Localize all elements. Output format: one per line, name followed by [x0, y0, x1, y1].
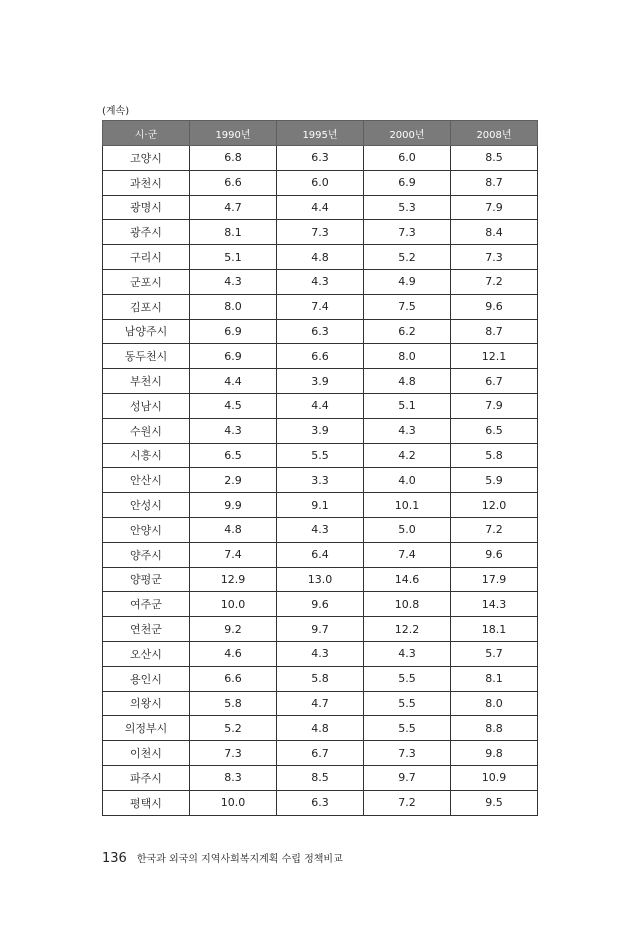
value-2008-cell: 18.1 — [451, 617, 538, 642]
table-row — [103, 592, 538, 617]
value-1995-cell: 3.3 — [277, 468, 364, 493]
value-1990-cell: 9.9 — [190, 493, 277, 518]
region-name-cell: 연천군 — [103, 617, 190, 642]
table-row — [103, 418, 538, 443]
value-1990-cell: 6.9 — [190, 344, 277, 369]
value-2008-cell: 8.1 — [451, 666, 538, 691]
region-name-cell: 광명시 — [103, 195, 190, 220]
value-2000-cell: 5.2 — [364, 245, 451, 270]
value-2008-cell: 8.7 — [451, 170, 538, 195]
value-1990-cell: 6.8 — [190, 146, 277, 171]
value-1995-cell: 5.8 — [277, 666, 364, 691]
region-name-cell: 부천시 — [103, 369, 190, 394]
value-2008-cell: 10.9 — [451, 765, 538, 790]
value-1990-cell: 4.7 — [190, 195, 277, 220]
value-1995-cell: 4.4 — [277, 393, 364, 418]
table-row — [103, 468, 538, 493]
region-name-cell: 과천시 — [103, 170, 190, 195]
value-1995-cell: 4.3 — [277, 517, 364, 542]
value-1990-cell: 7.3 — [190, 741, 277, 766]
page-number: 136 — [102, 851, 127, 866]
value-1995-cell: 6.3 — [277, 790, 364, 815]
value-2008-cell: 5.9 — [451, 468, 538, 493]
value-1990-cell: 6.9 — [190, 319, 277, 344]
data-table — [102, 120, 538, 816]
value-1990-cell: 5.2 — [190, 716, 277, 741]
value-1990-cell: 5.1 — [190, 245, 277, 270]
value-1990-cell: 8.1 — [190, 220, 277, 245]
page-footer — [102, 850, 343, 866]
header-1990: 1990년 — [190, 121, 277, 146]
table-row — [103, 319, 538, 344]
value-1995-cell: 4.7 — [277, 691, 364, 716]
value-1990-cell: 6.5 — [190, 443, 277, 468]
region-name-cell: 군포시 — [103, 269, 190, 294]
value-2008-cell: 12.1 — [451, 344, 538, 369]
value-2000-cell: 12.2 — [364, 617, 451, 642]
value-2008-cell: 8.5 — [451, 146, 538, 171]
table-row — [103, 269, 538, 294]
header-region: 시·군 — [103, 121, 190, 146]
value-2008-cell: 7.3 — [451, 245, 538, 270]
value-1990-cell: 6.6 — [190, 666, 277, 691]
value-1990-cell: 4.5 — [190, 393, 277, 418]
header-2008: 2008년 — [451, 121, 538, 146]
header-2000: 2000년 — [364, 121, 451, 146]
value-1990-cell: 4.3 — [190, 269, 277, 294]
value-2008-cell: 8.4 — [451, 220, 538, 245]
value-2000-cell: 5.5 — [364, 691, 451, 716]
value-1990-cell: 8.0 — [190, 294, 277, 319]
region-name-cell: 여주군 — [103, 592, 190, 617]
table-row — [103, 542, 538, 567]
value-2000-cell: 7.3 — [364, 741, 451, 766]
value-1995-cell: 9.6 — [277, 592, 364, 617]
region-name-cell: 안산시 — [103, 468, 190, 493]
table-row — [103, 493, 538, 518]
value-1995-cell: 6.4 — [277, 542, 364, 567]
value-2000-cell: 7.2 — [364, 790, 451, 815]
region-name-cell: 오산시 — [103, 641, 190, 666]
value-2000-cell: 7.5 — [364, 294, 451, 319]
value-1995-cell: 4.8 — [277, 245, 364, 270]
value-1995-cell: 3.9 — [277, 369, 364, 394]
table-header — [103, 121, 538, 146]
value-2008-cell: 5.7 — [451, 641, 538, 666]
value-1990-cell: 7.4 — [190, 542, 277, 567]
table-body — [103, 146, 538, 816]
value-2008-cell: 6.7 — [451, 369, 538, 394]
value-2000-cell: 10.1 — [364, 493, 451, 518]
value-2000-cell: 4.3 — [364, 418, 451, 443]
region-name-cell: 의왕시 — [103, 691, 190, 716]
value-2008-cell: 8.8 — [451, 716, 538, 741]
continued-label: (계속) — [102, 106, 130, 117]
value-1990-cell: 9.2 — [190, 617, 277, 642]
region-name-cell: 동두천시 — [103, 344, 190, 369]
value-1990-cell: 4.3 — [190, 418, 277, 443]
table-row — [103, 517, 538, 542]
table-row — [103, 641, 538, 666]
value-1990-cell: 4.4 — [190, 369, 277, 394]
value-2000-cell: 5.3 — [364, 195, 451, 220]
table-row — [103, 294, 538, 319]
value-2000-cell: 5.1 — [364, 393, 451, 418]
value-2000-cell: 5.5 — [364, 716, 451, 741]
value-2000-cell: 9.7 — [364, 765, 451, 790]
value-1995-cell: 4.3 — [277, 641, 364, 666]
value-2008-cell: 14.3 — [451, 592, 538, 617]
region-name-cell: 의정부시 — [103, 716, 190, 741]
region-name-cell: 안양시 — [103, 517, 190, 542]
value-1990-cell: 4.8 — [190, 517, 277, 542]
region-name-cell: 광주시 — [103, 220, 190, 245]
region-name-cell: 안성시 — [103, 493, 190, 518]
value-2008-cell: 7.2 — [451, 269, 538, 294]
value-1995-cell: 7.3 — [277, 220, 364, 245]
value-2000-cell: 10.8 — [364, 592, 451, 617]
value-1995-cell: 7.4 — [277, 294, 364, 319]
value-2008-cell: 9.5 — [451, 790, 538, 815]
region-name-cell: 용인시 — [103, 666, 190, 691]
value-2008-cell: 9.6 — [451, 294, 538, 319]
value-2000-cell: 5.5 — [364, 666, 451, 691]
value-1995-cell: 9.7 — [277, 617, 364, 642]
table-row — [103, 146, 538, 171]
value-1995-cell: 6.3 — [277, 319, 364, 344]
value-2000-cell: 4.2 — [364, 443, 451, 468]
table-row — [103, 443, 538, 468]
region-name-cell: 양평군 — [103, 567, 190, 592]
table-row — [103, 245, 538, 270]
value-1995-cell: 4.4 — [277, 195, 364, 220]
region-name-cell: 구리시 — [103, 245, 190, 270]
value-2000-cell: 8.0 — [364, 344, 451, 369]
region-name-cell: 남양주시 — [103, 319, 190, 344]
region-name-cell: 성남시 — [103, 393, 190, 418]
value-2000-cell: 6.0 — [364, 146, 451, 171]
value-1990-cell: 10.0 — [190, 790, 277, 815]
table-row — [103, 393, 538, 418]
table-row — [103, 369, 538, 394]
value-1995-cell: 5.5 — [277, 443, 364, 468]
value-1990-cell: 8.3 — [190, 765, 277, 790]
value-2000-cell: 4.8 — [364, 369, 451, 394]
value-2000-cell: 6.9 — [364, 170, 451, 195]
table-row — [103, 716, 538, 741]
region-name-cell: 시흥시 — [103, 443, 190, 468]
value-2000-cell: 6.2 — [364, 319, 451, 344]
value-1995-cell: 6.0 — [277, 170, 364, 195]
value-2000-cell: 4.3 — [364, 641, 451, 666]
table-row — [103, 741, 538, 766]
table-row — [103, 666, 538, 691]
table-row — [103, 617, 538, 642]
table-row — [103, 765, 538, 790]
value-1995-cell: 9.1 — [277, 493, 364, 518]
table-row — [103, 220, 538, 245]
value-1995-cell: 6.6 — [277, 344, 364, 369]
value-2000-cell: 4.9 — [364, 269, 451, 294]
value-2008-cell: 17.9 — [451, 567, 538, 592]
value-1990-cell: 12.9 — [190, 567, 277, 592]
region-name-cell: 파주시 — [103, 765, 190, 790]
value-1995-cell: 4.3 — [277, 269, 364, 294]
value-2008-cell: 9.8 — [451, 741, 538, 766]
value-2000-cell: 14.6 — [364, 567, 451, 592]
value-2000-cell: 7.3 — [364, 220, 451, 245]
value-2000-cell: 4.0 — [364, 468, 451, 493]
value-2008-cell: 6.5 — [451, 418, 538, 443]
value-2008-cell: 7.9 — [451, 393, 538, 418]
value-2008-cell: 12.0 — [451, 493, 538, 518]
table-row — [103, 344, 538, 369]
value-2000-cell: 7.4 — [364, 542, 451, 567]
value-1995-cell: 8.5 — [277, 765, 364, 790]
table-row — [103, 195, 538, 220]
value-2008-cell: 8.0 — [451, 691, 538, 716]
region-name-cell: 고양시 — [103, 146, 190, 171]
value-2008-cell: 8.7 — [451, 319, 538, 344]
table-row — [103, 567, 538, 592]
value-2008-cell: 5.8 — [451, 443, 538, 468]
value-1995-cell: 6.7 — [277, 741, 364, 766]
value-2008-cell: 9.6 — [451, 542, 538, 567]
book-title: 한국과 외국의 지역사회복지계획 수립 정책비교 — [136, 854, 343, 865]
value-1990-cell: 4.6 — [190, 641, 277, 666]
value-1990-cell: 5.8 — [190, 691, 277, 716]
value-1995-cell: 13.0 — [277, 567, 364, 592]
header-1995: 1995년 — [277, 121, 364, 146]
value-2008-cell: 7.2 — [451, 517, 538, 542]
value-1995-cell: 4.8 — [277, 716, 364, 741]
region-name-cell: 김포시 — [103, 294, 190, 319]
table-row — [103, 790, 538, 815]
header-row — [103, 121, 538, 146]
region-name-cell: 양주시 — [103, 542, 190, 567]
region-name-cell: 수원시 — [103, 418, 190, 443]
value-1990-cell: 6.6 — [190, 170, 277, 195]
table-row — [103, 691, 538, 716]
value-1995-cell: 3.9 — [277, 418, 364, 443]
value-1990-cell: 2.9 — [190, 468, 277, 493]
region-name-cell: 이천시 — [103, 741, 190, 766]
table-row — [103, 170, 538, 195]
region-name-cell: 평택시 — [103, 790, 190, 815]
value-1995-cell: 6.3 — [277, 146, 364, 171]
value-1990-cell: 10.0 — [190, 592, 277, 617]
value-2008-cell: 7.9 — [451, 195, 538, 220]
value-2000-cell: 5.0 — [364, 517, 451, 542]
